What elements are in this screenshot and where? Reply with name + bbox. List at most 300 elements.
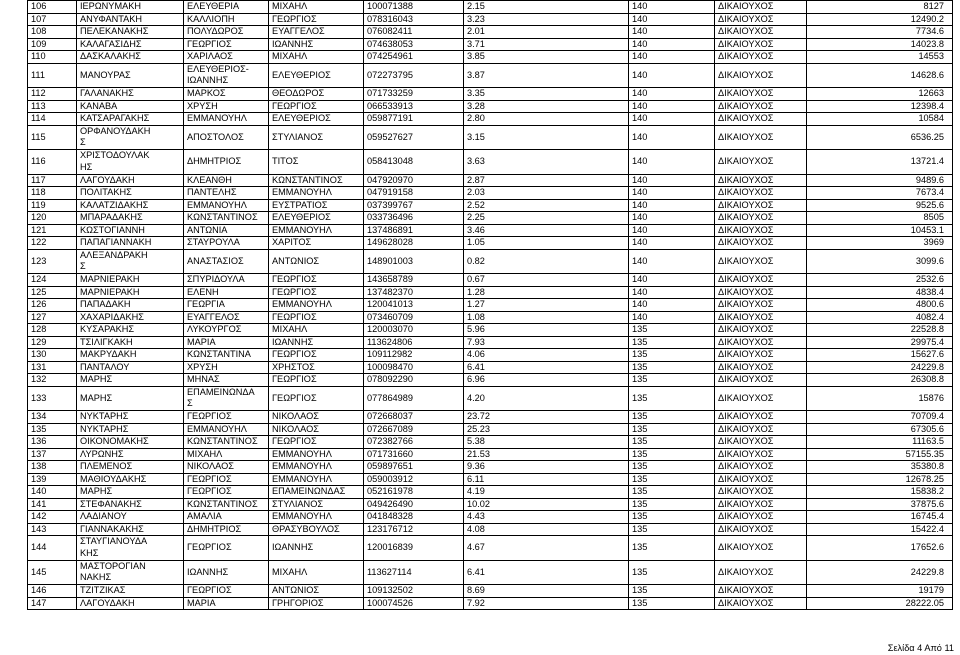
father-name-cell: ΚΩΝΣΤΑΝΤΙΝΟΣ (269, 174, 364, 187)
area-value-cell: 3.15 (464, 125, 629, 150)
status-cell: ΔΙΚΑΙΟΥΧΟΣ (715, 1, 807, 14)
status-cell: ΔΙΚΑΙΟΥΧΟΣ (715, 224, 807, 237)
status-cell: ΔΙΚΑΙΟΥΧΟΣ (715, 411, 807, 424)
status-cell: ΔΙΚΑΙΟΥΧΟΣ (715, 597, 807, 610)
first-name-cell: ΑΠΟΣΤΟΛΟΣ (184, 125, 269, 150)
row-number-cell: 135 (28, 423, 77, 436)
surname-cell: ΚΑΤΣΑΡΑΓΑΚΗΣ (77, 113, 184, 126)
area-value-cell: 3.85 (464, 51, 629, 64)
amount-cell: 4082.4 (807, 311, 953, 324)
surname-cell: ΜΑΡΗΣ (77, 374, 184, 387)
status-cell: ΔΙΚΑΙΟΥΧΟΣ (715, 423, 807, 436)
area-value-cell: 0.82 (464, 249, 629, 274)
table-row (28, 13, 953, 26)
table-row (28, 1, 953, 14)
id-number-cell: 052161978 (364, 486, 464, 499)
id-number-cell: 059003912 (364, 473, 464, 486)
father-name-cell: ΓΕΩΡΓΙΟΣ (269, 386, 364, 411)
father-name-cell: ΙΩΑΝΝΗΣ (269, 336, 364, 349)
first-name-cell: ΣΠΥΡΙΔΟΥΛΑ (184, 274, 269, 287)
price-value-cell: 135 (629, 448, 715, 461)
area-value-cell: 6.11 (464, 473, 629, 486)
area-value-cell: 5.38 (464, 436, 629, 449)
amount-cell: 24229.8 (807, 361, 953, 374)
price-value-cell: 135 (629, 411, 715, 424)
area-value-cell: 1.08 (464, 311, 629, 324)
row-number-cell: 143 (28, 523, 77, 536)
amount-cell: 13721.4 (807, 150, 953, 175)
table-row (28, 349, 953, 362)
cell-line: Σ (80, 261, 86, 272)
status-cell: ΔΙΚΑΙΟΥΧΟΣ (715, 511, 807, 524)
area-value-cell: 4.67 (464, 536, 629, 561)
area-value-cell: 3.87 (464, 63, 629, 88)
row-number-cell: 123 (28, 249, 77, 274)
table-row (28, 523, 953, 536)
amount-cell: 15876 (807, 386, 953, 411)
id-number-cell: 074254961 (364, 51, 464, 64)
status-cell: ΔΙΚΑΙΟΥΧΟΣ (715, 473, 807, 486)
row-number-cell: 125 (28, 286, 77, 299)
father-name-cell: ΓΕΩΡΓΙΟΣ (269, 436, 364, 449)
area-value-cell: 4.06 (464, 349, 629, 362)
status-cell: ΔΙΚΑΙΟΥΧΟΣ (715, 212, 807, 225)
surname-cell: ΙΕΡΩΝΥΜΑΚΗ (77, 1, 184, 14)
amount-cell: 3969 (807, 237, 953, 250)
first-name-cell: ΝΙΚΟΛΑΟΣ (184, 461, 269, 474)
amount-cell: 8127 (807, 1, 953, 14)
id-number-cell: 072667089 (364, 423, 464, 436)
first-name-cell: ΕΛΕΝΗ (184, 286, 269, 299)
father-name-cell: ΝΙΚΟΛΑΟΣ (269, 423, 364, 436)
table-row (28, 174, 953, 187)
first-name-cell: ΓΕΩΡΓΙΟΣ (184, 585, 269, 598)
father-name-cell: ΕΜΜΑΝΟΥΗΛ (269, 448, 364, 461)
price-value-cell: 140 (629, 113, 715, 126)
table-row (28, 100, 953, 113)
row-number-cell: 112 (28, 88, 77, 101)
first-name-cell: ΜΙΧΑΗΛ (184, 448, 269, 461)
id-number-cell: 072382766 (364, 436, 464, 449)
id-number-cell: 113627114 (364, 560, 464, 585)
row-number-cell: 106 (28, 1, 77, 14)
amount-cell: 15838.2 (807, 486, 953, 499)
first-name-cell: ΕΜΜΑΝΟΥΗΛ (184, 423, 269, 436)
cell-line: ΕΛΕΥΘΕΡΙΟΣ- (187, 63, 249, 74)
row-number-cell: 108 (28, 26, 77, 39)
surname-cell: ΚΥΣΑΡΑΚΗΣ (77, 324, 184, 337)
status-cell: ΔΙΚΑΙΟΥΧΟΣ (715, 361, 807, 374)
price-value-cell: 140 (629, 311, 715, 324)
surname-cell: ΤΖΙΤΖΙΚΑΣ (77, 585, 184, 598)
status-cell: ΔΙΚΑΙΟΥΧΟΣ (715, 560, 807, 585)
table-row (28, 498, 953, 511)
status-cell: ΔΙΚΑΙΟΥΧΟΣ (715, 113, 807, 126)
area-value-cell: 7.92 (464, 597, 629, 610)
cell-line: ΚΗΣ (80, 547, 99, 558)
surname-cell: ΚΑΛΑΓΑΣΙΔΗΣ (77, 38, 184, 51)
surname-cell: ΜΑΡΝΙΕΡΑΚΗ (77, 274, 184, 287)
father-name-cell: ΓΕΩΡΓΙΟΣ (269, 274, 364, 287)
first-name-cell: ΜΑΡΙΑ (184, 597, 269, 610)
father-name-cell: ΕΛΕΥΘΕΡΙΟΣ (269, 212, 364, 225)
row-number-cell: 127 (28, 311, 77, 324)
id-number-cell: 066533913 (364, 100, 464, 113)
price-value-cell: 135 (629, 536, 715, 561)
surname-cell: ΟΙΚΟΝΟΜΑΚΗΣ (77, 436, 184, 449)
status-cell: ΔΙΚΑΙΟΥΧΟΣ (715, 311, 807, 324)
price-value-cell: 140 (629, 187, 715, 200)
status-cell: ΔΙΚΑΙΟΥΧΟΣ (715, 199, 807, 212)
cell-line: ΣΤΑΥΓΙΑΝΟΥΔΑ (80, 536, 148, 547)
id-number-cell: 109112982 (364, 349, 464, 362)
father-name-cell: ΓΕΩΡΓΙΟΣ (269, 311, 364, 324)
status-cell: ΔΙΚΑΙΟΥΧΟΣ (715, 336, 807, 349)
area-value-cell: 6.41 (464, 560, 629, 585)
price-value-cell: 135 (629, 597, 715, 610)
surname-cell: ΠΑΝΤΑΛΟΥ (77, 361, 184, 374)
row-number-cell: 140 (28, 486, 77, 499)
table-row (28, 199, 953, 212)
table-row (28, 597, 953, 610)
first-name-cell: ΓΕΩΡΓΙΟΣ (184, 536, 269, 561)
table-body (28, 1, 953, 610)
status-cell: ΔΙΚΑΙΟΥΧΟΣ (715, 299, 807, 312)
father-name-cell: ΓΕΩΡΓΙΟΣ (269, 13, 364, 26)
price-value-cell: 140 (629, 212, 715, 225)
area-value-cell: 6.96 (464, 374, 629, 387)
table-row (28, 38, 953, 51)
surname-cell: ΜΠΑΡΑΔΑΚΗΣ (77, 212, 184, 225)
father-name-cell: ΕΜΜΑΝΟΥΗΛ (269, 511, 364, 524)
price-value-cell: 135 (629, 374, 715, 387)
table-row (28, 560, 953, 585)
amount-cell: 12678.25 (807, 473, 953, 486)
status-cell: ΔΙΚΑΙΟΥΧΟΣ (715, 274, 807, 287)
id-number-cell: 120041013 (364, 299, 464, 312)
amount-cell: 67305.6 (807, 423, 953, 436)
father-name-cell: ΝΙΚΟΛΑΟΣ (269, 411, 364, 424)
amount-cell: 70709.4 (807, 411, 953, 424)
surname-cell: ΔΑΣΚΑΛΑΚΗΣ (77, 51, 184, 64)
first-name-cell: ΔΗΜΗΤΡΙΟΣ (184, 150, 269, 175)
price-value-cell: 140 (629, 26, 715, 39)
amount-cell: 7673.4 (807, 187, 953, 200)
id-number-cell: 120016839 (364, 536, 464, 561)
father-name-cell: ΓΕΩΡΓΙΟΣ (269, 286, 364, 299)
area-value-cell: 4.20 (464, 386, 629, 411)
row-number-cell: 142 (28, 511, 77, 524)
status-cell: ΔΙΚΑΙΟΥΧΟΣ (715, 88, 807, 101)
status-cell: ΔΙΚΑΙΟΥΧΟΣ (715, 187, 807, 200)
price-value-cell: 140 (629, 150, 715, 175)
amount-cell: 19179 (807, 585, 953, 598)
row-number-cell: 111 (28, 63, 77, 88)
row-number-cell: 113 (28, 100, 77, 113)
amount-cell: 10453.1 (807, 224, 953, 237)
row-number-cell: 114 (28, 113, 77, 126)
price-value-cell: 135 (629, 336, 715, 349)
status-cell: ΔΙΚΑΙΟΥΧΟΣ (715, 237, 807, 250)
cell-line: ΗΣ (80, 161, 93, 172)
id-number-cell: 047919158 (364, 187, 464, 200)
cell-line: ΜΑΣΤΟΡΟΓΙΑΝ (80, 560, 146, 571)
price-value-cell: 140 (629, 237, 715, 250)
table-row (28, 436, 953, 449)
status-cell: ΔΙΚΑΙΟΥΧΟΣ (715, 286, 807, 299)
table-row (28, 511, 953, 524)
amount-cell: 12663 (807, 88, 953, 101)
father-name-cell: ΕΜΜΑΝΟΥΗΛ (269, 299, 364, 312)
status-cell: ΔΙΚΑΙΟΥΧΟΣ (715, 324, 807, 337)
amount-cell: 26308.8 (807, 374, 953, 387)
row-number-cell: 134 (28, 411, 77, 424)
price-value-cell: 135 (629, 361, 715, 374)
id-number-cell: 059877191 (364, 113, 464, 126)
amount-cell: 12490.2 (807, 13, 953, 26)
father-name-cell: ΧΡΗΣΤΟΣ (269, 361, 364, 374)
table-row (28, 88, 953, 101)
surname-cell (77, 560, 184, 585)
surname-cell: ΝΥΚΤΑΡΗΣ (77, 411, 184, 424)
surname-cell: ΚΑΛΑΤΖΙΔΑΚΗΣ (77, 199, 184, 212)
price-value-cell: 135 (629, 461, 715, 474)
area-value-cell: 8.69 (464, 585, 629, 598)
surname-cell: ΠΟΛΙΤΑΚΗΣ (77, 187, 184, 200)
surname-cell: ΠΑΠΑΔΑΚΗ (77, 299, 184, 312)
father-name-cell: ΜΙΧΑΗΛ (269, 560, 364, 585)
row-number-cell: 132 (28, 374, 77, 387)
table-row (28, 113, 953, 126)
id-number-cell: 059897651 (364, 461, 464, 474)
amount-cell: 28222.05 (807, 597, 953, 610)
surname-cell: ΛΥΡΩΝΗΣ (77, 448, 184, 461)
price-value-cell: 135 (629, 386, 715, 411)
row-number-cell: 130 (28, 349, 77, 362)
price-value-cell: 135 (629, 324, 715, 337)
row-number-cell: 126 (28, 299, 77, 312)
first-name-cell: ΕΥΑΓΓΕΛΟΣ (184, 311, 269, 324)
cell-line: ΟΡΦΑΝΟΥΔΑΚΗ (80, 125, 151, 136)
amount-cell: 14023.8 (807, 38, 953, 51)
id-number-cell: 120003070 (364, 324, 464, 337)
price-value-cell: 140 (629, 100, 715, 113)
table-row (28, 386, 953, 411)
surname-cell: ΠΛΕΜΕΝΟΣ (77, 461, 184, 474)
price-value-cell: 140 (629, 13, 715, 26)
row-number-cell: 146 (28, 585, 77, 598)
father-name-cell: ΧΑΡΙΤΟΣ (269, 237, 364, 250)
amount-cell: 15422.4 (807, 523, 953, 536)
surname-cell: ΓΑΛΑΝΑΚΗΣ (77, 88, 184, 101)
table-row (28, 448, 953, 461)
table-row (28, 286, 953, 299)
status-cell: ΔΙΚΑΙΟΥΧΟΣ (715, 536, 807, 561)
id-number-cell: 071731660 (364, 448, 464, 461)
status-cell: ΔΙΚΑΙΟΥΧΟΣ (715, 63, 807, 88)
status-cell: ΔΙΚΑΙΟΥΧΟΣ (715, 174, 807, 187)
table-row (28, 374, 953, 387)
table-row (28, 26, 953, 39)
father-name-cell: ΕΜΜΑΝΟΥΗΛ (269, 187, 364, 200)
table-row (28, 486, 953, 499)
table-row (28, 336, 953, 349)
father-name-cell: ΕΛΕΥΘΕΡΙΟΣ (269, 63, 364, 88)
status-cell: ΔΙΚΑΙΟΥΧΟΣ (715, 523, 807, 536)
price-value-cell: 140 (629, 286, 715, 299)
area-value-cell: 3.28 (464, 100, 629, 113)
row-number-cell: 147 (28, 597, 77, 610)
first-name-cell: ΔΗΜΗΤΡΙΟΣ (184, 523, 269, 536)
father-name-cell: ΙΩΑΝΝΗΣ (269, 536, 364, 561)
first-name-cell: ΓΕΩΡΓΙΑ (184, 299, 269, 312)
table-row (28, 423, 953, 436)
row-number-cell: 118 (28, 187, 77, 200)
surname-cell: ΜΑΘΙΟΥΔΑΚΗΣ (77, 473, 184, 486)
first-name-cell: ΚΩΝΣΤΑΝΤΙΝΑ (184, 349, 269, 362)
amount-cell: 14553 (807, 51, 953, 64)
first-name-cell: ΜΗΝΑΣ (184, 374, 269, 387)
amount-cell: 57155.35 (807, 448, 953, 461)
father-name-cell: ΓΕΩΡΓΙΟΣ (269, 100, 364, 113)
father-name-cell: ΜΙΧΑΗΛ (269, 1, 364, 14)
first-name-cell (184, 386, 269, 411)
area-value-cell: 7.93 (464, 336, 629, 349)
area-value-cell: 3.35 (464, 88, 629, 101)
first-name-cell: ΠΟΛΥΔΩΡΟΣ (184, 26, 269, 39)
price-value-cell: 140 (629, 1, 715, 14)
father-name-cell: ΙΩΑΝΝΗΣ (269, 38, 364, 51)
area-value-cell: 10.02 (464, 498, 629, 511)
surname-cell (77, 150, 184, 175)
amount-cell: 14628.6 (807, 63, 953, 88)
id-number-cell: 058413048 (364, 150, 464, 175)
row-number-cell: 129 (28, 336, 77, 349)
area-value-cell: 2.80 (464, 113, 629, 126)
first-name-cell: ΚΛΕΑΝΘΗ (184, 174, 269, 187)
status-cell: ΔΙΚΑΙΟΥΧΟΣ (715, 51, 807, 64)
area-value-cell: 2.87 (464, 174, 629, 187)
row-number-cell: 145 (28, 560, 77, 585)
id-number-cell: 059527627 (364, 125, 464, 150)
amount-cell: 9489.6 (807, 174, 953, 187)
price-value-cell: 140 (629, 88, 715, 101)
surname-cell (77, 125, 184, 150)
status-cell: ΔΙΚΑΙΟΥΧΟΣ (715, 249, 807, 274)
first-name-cell: ΓΕΩΡΓΙΟΣ (184, 38, 269, 51)
area-value-cell: 1.28 (464, 286, 629, 299)
row-number-cell: 109 (28, 38, 77, 51)
status-cell: ΔΙΚΑΙΟΥΧΟΣ (715, 125, 807, 150)
surname-cell: ΜΑΚΡΥΔΑΚΗ (77, 349, 184, 362)
surname-cell: ΜΑΡΗΣ (77, 486, 184, 499)
amount-cell: 22528.8 (807, 324, 953, 337)
amount-cell: 4800.6 (807, 299, 953, 312)
table-row (28, 63, 953, 88)
surname-cell: ΧΑΧΑΡΙΔΑΚΗΣ (77, 311, 184, 324)
amount-cell: 6536.25 (807, 125, 953, 150)
table-row (28, 274, 953, 287)
row-number-cell: 124 (28, 274, 77, 287)
surname-cell: ΝΥΚΤΑΡΗΣ (77, 423, 184, 436)
amount-cell: 7734.6 (807, 26, 953, 39)
cell-line: Σ (80, 137, 86, 148)
price-value-cell: 140 (629, 63, 715, 88)
price-value-cell: 135 (629, 486, 715, 499)
table-row (28, 224, 953, 237)
table-row (28, 187, 953, 200)
price-value-cell: 135 (629, 511, 715, 524)
table-row (28, 249, 953, 274)
id-number-cell: 073460709 (364, 311, 464, 324)
area-value-cell: 1.05 (464, 237, 629, 250)
id-number-cell: 113624806 (364, 336, 464, 349)
amount-cell: 2532.6 (807, 274, 953, 287)
first-name-cell: ΧΡΥΣΗ (184, 100, 269, 113)
price-value-cell: 135 (629, 349, 715, 362)
beneficiaries-table (27, 0, 953, 610)
status-cell: ΔΙΚΑΙΟΥΧΟΣ (715, 26, 807, 39)
id-number-cell: 109132502 (364, 585, 464, 598)
father-name-cell: ΓΕΩΡΓΙΟΣ (269, 349, 364, 362)
surname-cell: ΛΑΓΟΥΔΑΚΗ (77, 597, 184, 610)
price-value-cell: 140 (629, 249, 715, 274)
table-row (28, 150, 953, 175)
price-value-cell: 140 (629, 38, 715, 51)
area-value-cell: 3.71 (464, 38, 629, 51)
table-row (28, 237, 953, 250)
id-number-cell: 137486891 (364, 224, 464, 237)
id-number-cell: 071733259 (364, 88, 464, 101)
status-cell: ΔΙΚΑΙΟΥΧΟΣ (715, 448, 807, 461)
amount-cell: 29975.4 (807, 336, 953, 349)
amount-cell: 16745.4 (807, 511, 953, 524)
father-name-cell: ΕΜΜΑΝΟΥΗΛ (269, 473, 364, 486)
id-number-cell: 100098470 (364, 361, 464, 374)
surname-cell: ΛΑΔΙΑΝΟΥ (77, 511, 184, 524)
surname-cell: ΤΣΙΛΙΓΚΑΚΗ (77, 336, 184, 349)
row-number-cell: 131 (28, 361, 77, 374)
table-row (28, 473, 953, 486)
row-number-cell: 121 (28, 224, 77, 237)
area-value-cell: 25.23 (464, 423, 629, 436)
father-name-cell: ΣΤΥΛΙΑΝΟΣ (269, 125, 364, 150)
row-number-cell: 119 (28, 199, 77, 212)
surname-cell (77, 249, 184, 274)
row-number-cell: 138 (28, 461, 77, 474)
id-number-cell: 078092290 (364, 374, 464, 387)
price-value-cell: 140 (629, 299, 715, 312)
id-number-cell: 148901003 (364, 249, 464, 274)
id-number-cell: 049426490 (364, 498, 464, 511)
table-row (28, 361, 953, 374)
first-name-cell: ΕΜΜΑΝΟΥΗΛ (184, 113, 269, 126)
price-value-cell: 140 (629, 224, 715, 237)
father-name-cell: ΕΠΑΜΕΙΝΩΝΔΑΣ (269, 486, 364, 499)
surname-cell: ΓΙΑΝΝΑΚΑΚΗΣ (77, 523, 184, 536)
first-name-cell: ΓΕΩΡΓΙΟΣ (184, 486, 269, 499)
id-number-cell: 074638053 (364, 38, 464, 51)
id-number-cell: 041848328 (364, 511, 464, 524)
surname-cell (77, 536, 184, 561)
id-number-cell: 143658789 (364, 274, 464, 287)
first-name-cell: ΛΥΚΟΥΡΓΟΣ (184, 324, 269, 337)
price-value-cell: 135 (629, 423, 715, 436)
table-row (28, 311, 953, 324)
father-name-cell: ΑΝΤΩΝΙΟΣ (269, 585, 364, 598)
status-cell: ΔΙΚΑΙΟΥΧΟΣ (715, 100, 807, 113)
first-name-cell: ΜΑΡΚΟΣ (184, 88, 269, 101)
